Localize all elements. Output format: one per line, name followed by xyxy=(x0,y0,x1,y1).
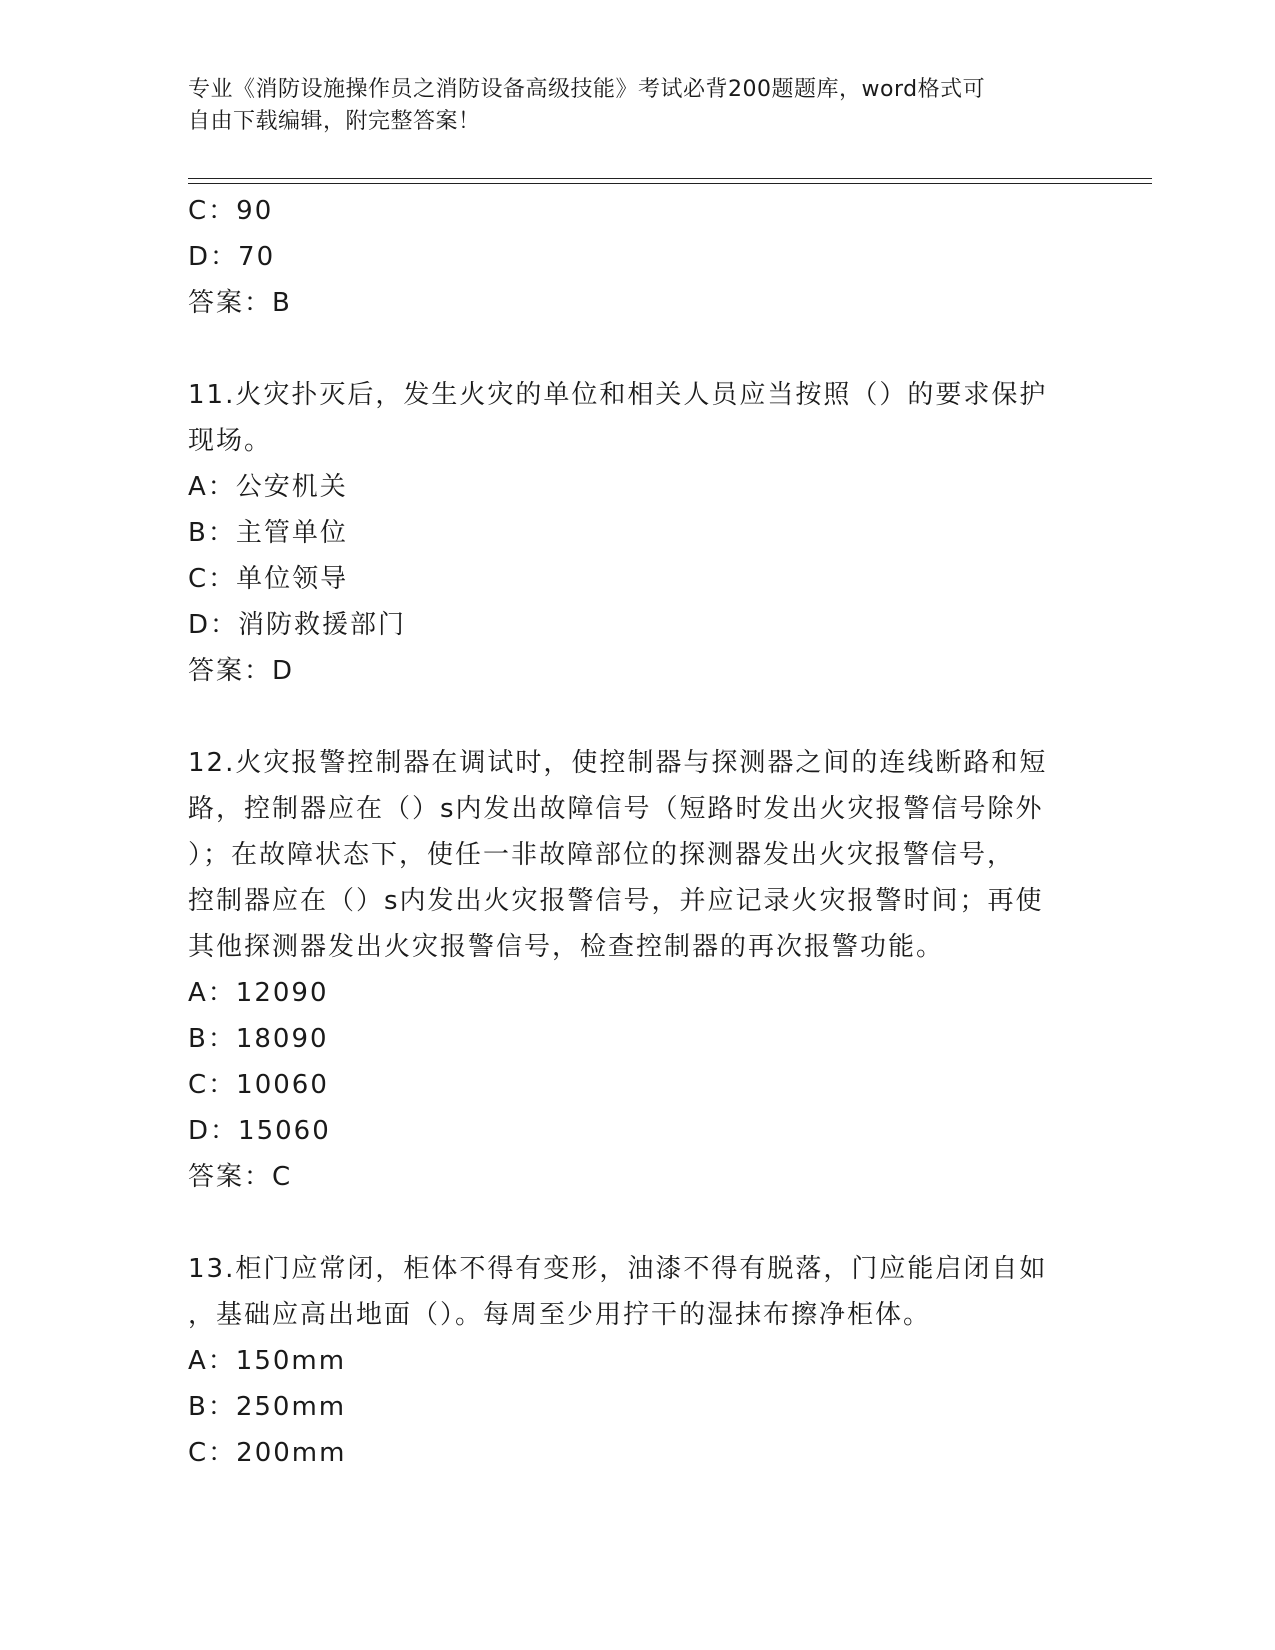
option-b: B：18090 xyxy=(188,1024,329,1054)
option-c: C：单位领导 xyxy=(188,564,349,594)
question-11 xyxy=(188,372,1088,694)
question-text-line: 13.柜门应常闭，柜体不得有变形，油漆不得有脱落，门应能启闭自如 xyxy=(188,1254,1048,1284)
header-line-1: 专业《消防设施操作员之消防设备高级技能》考试必背200题题库，word格式可 xyxy=(188,77,986,102)
option-c: C：200mm xyxy=(188,1438,347,1468)
answer: 答案：C xyxy=(188,1162,293,1192)
answer: 答案：B xyxy=(188,288,292,318)
header-rule-top xyxy=(188,178,1152,179)
header-rule-bottom xyxy=(188,183,1152,184)
question-text-line: 现场。 xyxy=(188,426,273,456)
option-d: D：15060 xyxy=(188,1116,331,1146)
question-text-line: ，基础应高出地面（）。每周至少用拧干的湿抹布擦净柜体。 xyxy=(188,1300,932,1330)
previous-question-tail xyxy=(188,188,1088,326)
question-text-line: ）；在故障状态下，使任一非故障部位的探测器发出火灾报警信号， xyxy=(188,840,1016,870)
question-13 xyxy=(188,1246,1088,1476)
question-12 xyxy=(188,740,1088,1200)
header-line-2: 自由下载编辑，附完整答案！ xyxy=(188,109,481,134)
answer: 答案：D xyxy=(188,656,295,686)
option-b: B：主管单位 xyxy=(188,518,348,548)
option-a: A：12090 xyxy=(188,978,329,1008)
option-b: B：250mm xyxy=(188,1392,347,1422)
option-c: C：10060 xyxy=(188,1070,329,1100)
question-text-line: 其他探测器发出火灾报警信号，检查控制器的再次报警功能。 xyxy=(188,932,945,962)
question-text-line: 11.火灾扑灭后，发生火灾的单位和相关人员应当按照（）的要求保护 xyxy=(188,380,1048,410)
option-d: D：消防救援部门 xyxy=(188,610,407,640)
option-a: A：150mm xyxy=(188,1346,347,1376)
document-header xyxy=(188,74,1068,138)
question-text-line: 路，控制器应在（）s内发出故障信号（短路时发出火灾报警信号除外 xyxy=(188,794,1044,824)
option-c: C：90 xyxy=(188,196,274,226)
option-d: D：70 xyxy=(188,242,276,272)
question-text-line: 控制器应在（）s内发出火灾报警信号，并应记录火灾报警时间；再使 xyxy=(188,886,1044,916)
document-body xyxy=(188,188,1088,1476)
option-a: A：公安机关 xyxy=(188,472,348,502)
question-text-line: 12.火灾报警控制器在调试时，使控制器与探测器之间的连线断路和短 xyxy=(188,748,1048,778)
